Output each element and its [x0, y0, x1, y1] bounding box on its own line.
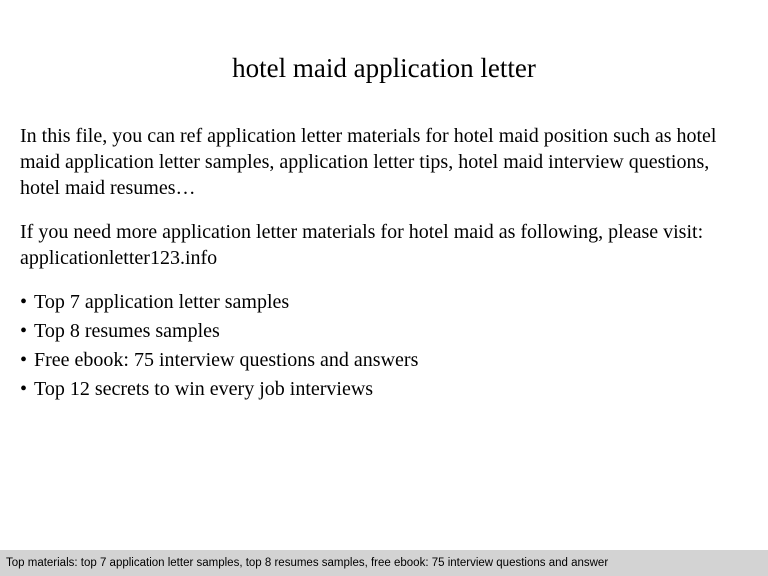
visit-paragraph: If you need more application letter materials for hotel maid as following, please visit: applicationletter123.info [20, 221, 704, 269]
bullet-icon: • [20, 291, 28, 313]
footer-bar: Top materials: top 7 application letter samples, top 8 resumes samples, free ebook: 75 interview questions and answer [0, 550, 768, 576]
list-item-label: Top 12 secrets to win every job interviews [34, 378, 374, 400]
list-item [20, 317, 750, 346]
bullet-icon: • [20, 320, 28, 342]
bullet-icon: • [20, 349, 28, 371]
list-item [20, 375, 750, 404]
materials-list [20, 288, 750, 404]
intro-paragraph: In this file, you can ref application letter materials for hotel maid position such as hotel maid application letter samples, application letter tips, hotel maid interview questions, hotel maid resumes… [20, 125, 717, 199]
list-item-label: Top 7 application letter samples [34, 291, 290, 313]
list-item [20, 346, 750, 375]
list-item [20, 288, 750, 317]
list-item-label: Top 8 resumes samples [34, 320, 220, 342]
list-item-label: Free ebook: 75 interview questions and answers [34, 349, 419, 371]
bullet-icon: • [20, 378, 28, 400]
page-title: hotel maid application letter [232, 53, 536, 83]
